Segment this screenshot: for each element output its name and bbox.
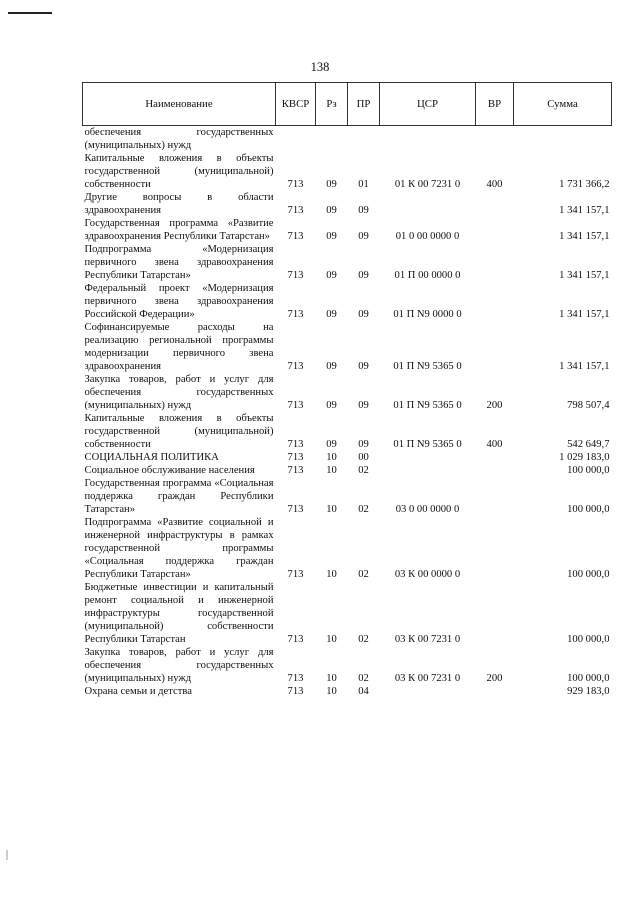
cell-name: Закупка товаров, работ и услуг для обеспечения государственных (муниципальных) нужд [84, 647, 274, 684]
cell-rz: 10 [326, 634, 337, 645]
table-row [83, 191, 612, 217]
cell-pr: 00 [358, 452, 369, 463]
cell-pr: 02 [358, 569, 369, 580]
cell-vr [476, 243, 514, 282]
table-row [83, 685, 612, 698]
cell-rz: 09 [326, 231, 337, 242]
table-row [83, 321, 612, 373]
cell-sum: 542 649,7 [567, 439, 610, 450]
table-row [83, 477, 612, 516]
cell-rz: 09 [326, 270, 337, 281]
table-row [83, 217, 612, 243]
cell-kvsr: 713 [287, 439, 304, 450]
cell-csr: 03 К 00 7231 0 [394, 673, 461, 684]
cell-sum: 1 731 366,2 [559, 179, 610, 190]
cell-kvsr: 713 [287, 634, 304, 645]
table-row [83, 152, 612, 191]
cell-vr: 200 [486, 673, 503, 684]
cell-sum: 1 341 157,1 [559, 231, 610, 242]
cell-sum: 1 341 157,1 [559, 361, 610, 372]
top-rule [8, 12, 52, 14]
cell-pr: 09 [358, 400, 369, 411]
cell-name: Государственная программа «Социальная поддержка граждан Республики Татарстан» [84, 478, 274, 515]
table-row [83, 646, 612, 685]
cell-csr: 01 П N9 5365 0 [393, 439, 462, 450]
cell-name: Закупка товаров, работ и услуг для обеспечения государственных (муниципальных) нужд [84, 374, 274, 411]
cell-csr: 03 0 00 0000 0 [395, 504, 460, 515]
cell-rz: 10 [326, 452, 337, 463]
cell-name: обеспечения государственных (муниципальных) нужд [84, 127, 274, 151]
cell-sum: 929 183,0 [567, 686, 610, 697]
header-vr: ВР [476, 83, 514, 126]
cell-name: Подпрограмма «Модернизация первичного звена здравоохранения Республики Татарстан» [84, 244, 274, 281]
cell-vr [476, 581, 514, 646]
cell-pr: 02 [358, 634, 369, 645]
cell-csr: 01 0 00 0000 0 [395, 231, 460, 242]
cell-vr: 400 [486, 179, 503, 190]
cell-rz: 09 [326, 400, 337, 411]
cell-sum: 100 000,0 [567, 504, 610, 515]
cell-csr [380, 451, 476, 464]
cell-vr: 200 [486, 400, 503, 411]
page-number: 138 [310, 60, 330, 74]
cell-vr [476, 685, 514, 698]
cell-sum: 1 341 157,1 [559, 309, 610, 320]
cell-rz: 10 [326, 465, 337, 476]
cell-pr: 09 [358, 309, 369, 320]
cell-rz: 09 [326, 439, 337, 450]
cell-pr: 09 [358, 205, 369, 216]
cell-sum: 1 029 183,0 [559, 452, 610, 463]
cell-vr [476, 217, 514, 243]
cell-rz [316, 126, 348, 153]
cell-pr: 04 [358, 686, 369, 697]
cell-sum: 1 341 157,1 [559, 270, 610, 281]
table-row [83, 126, 612, 153]
cell-csr: 03 К 00 0000 0 [394, 569, 461, 580]
cell-vr [476, 321, 514, 373]
cell-pr: 02 [358, 673, 369, 684]
cell-name: Бюджетные инвестиции и капитальный ремонт социальной и инженерной инфраструктуры государственной (муниципальной) собственности Республики Татарстан [84, 582, 274, 645]
cell-pr [348, 126, 380, 153]
cell-csr: 03 К 00 7231 0 [394, 634, 461, 645]
cell-kvsr: 713 [287, 465, 304, 476]
cell-sum: 100 000,0 [567, 673, 610, 684]
cell-csr: 01 П N9 5365 0 [393, 361, 462, 372]
cell-vr [476, 451, 514, 464]
cell-vr [476, 516, 514, 581]
header-row [83, 83, 612, 126]
cell-vr: 400 [486, 439, 503, 450]
cell-rz: 09 [326, 361, 337, 372]
cell-sum [514, 126, 612, 153]
cell-rz: 10 [326, 569, 337, 580]
cell-kvsr: 713 [287, 400, 304, 411]
cell-vr [476, 191, 514, 217]
cell-kvsr: 713 [287, 179, 304, 190]
table-row [83, 373, 612, 412]
header-kvsr: КВСР [276, 83, 316, 126]
cell-name: Охрана семьи и детства [84, 686, 192, 697]
cell-csr: 01 К 00 7231 0 [394, 179, 461, 190]
cell-name: Федеральный проект «Модернизация первичного звена здравоохранения Российской Федерации» [84, 283, 274, 320]
cell-pr: 02 [358, 504, 369, 515]
table-row [83, 581, 612, 646]
cell-kvsr: 713 [287, 231, 304, 242]
cell-csr [380, 191, 476, 217]
cell-csr: 01 П N9 5365 0 [393, 400, 462, 411]
cell-pr: 02 [358, 465, 369, 476]
header-csr: ЦСР [380, 83, 476, 126]
cell-pr: 01 [358, 179, 369, 190]
cell-sum: 100 000,0 [567, 465, 610, 476]
cell-sum: 100 000,0 [567, 634, 610, 645]
cell-pr: 09 [358, 439, 369, 450]
cell-rz: 09 [326, 179, 337, 190]
cell-kvsr: 713 [287, 686, 304, 697]
table-row [83, 516, 612, 581]
cell-pr: 09 [358, 231, 369, 242]
cell-vr [476, 282, 514, 321]
cell-kvsr: 713 [287, 673, 304, 684]
cell-vr [476, 477, 514, 516]
cell-rz: 09 [326, 309, 337, 320]
cell-rz: 10 [326, 686, 337, 697]
cell-csr: 01 П 00 0000 0 [394, 270, 461, 281]
cell-name: Капитальные вложения в объекты государственной (муниципальной) собственности [84, 153, 274, 190]
cell-kvsr [276, 126, 316, 153]
cell-name: Софинансируемые расходы на реализацию региональной программы модернизации первичного звена здравоохранения [84, 322, 274, 372]
table-row [83, 464, 612, 477]
cell-csr [380, 464, 476, 477]
cell-name: СОЦИАЛЬНАЯ ПОЛИТИКА [84, 452, 219, 463]
cell-vr [476, 464, 514, 477]
scan-mark [6, 850, 8, 860]
cell-name: Подпрограмма «Развитие социальной и инженерной инфраструктуры в рамках государственной программы «Социальная поддержка граждан Республики Татарстан» [84, 517, 274, 580]
cell-sum: 1 341 157,1 [559, 205, 610, 216]
table-row [83, 451, 612, 464]
table-row [83, 243, 612, 282]
cell-kvsr: 713 [287, 452, 304, 463]
cell-name: Социальное обслуживание населения [84, 465, 255, 476]
cell-kvsr: 713 [287, 569, 304, 580]
cell-pr: 09 [358, 361, 369, 372]
cell-kvsr: 713 [287, 504, 304, 515]
table-body [83, 126, 612, 699]
cell-rz: 10 [326, 504, 337, 515]
cell-kvsr: 713 [287, 270, 304, 281]
budget-table [82, 82, 612, 698]
cell-rz: 10 [326, 673, 337, 684]
cell-csr [380, 126, 476, 153]
table-row [83, 282, 612, 321]
table-row [83, 412, 612, 451]
cell-name: Государственная программа «Развитие здравоохранения Республики Татарстан» [84, 218, 274, 242]
header-pr: ПР [348, 83, 380, 126]
cell-vr [476, 126, 514, 153]
cell-rz: 09 [326, 205, 337, 216]
cell-kvsr: 713 [287, 205, 304, 216]
cell-csr [380, 685, 476, 698]
cell-sum: 798 507,4 [567, 400, 610, 411]
cell-sum: 100 000,0 [567, 569, 610, 580]
cell-pr: 09 [358, 270, 369, 281]
cell-csr: 01 П N9 0000 0 [393, 309, 462, 320]
header-rz: Рз [316, 83, 348, 126]
cell-name: Капитальные вложения в объекты государственной (муниципальной) собственности [84, 413, 274, 450]
header-sum: Сумма [514, 83, 612, 126]
cell-name: Другие вопросы в области здравоохранения [84, 192, 274, 216]
cell-kvsr: 713 [287, 309, 304, 320]
header-name: Наименование [83, 83, 276, 126]
cell-kvsr: 713 [287, 361, 304, 372]
